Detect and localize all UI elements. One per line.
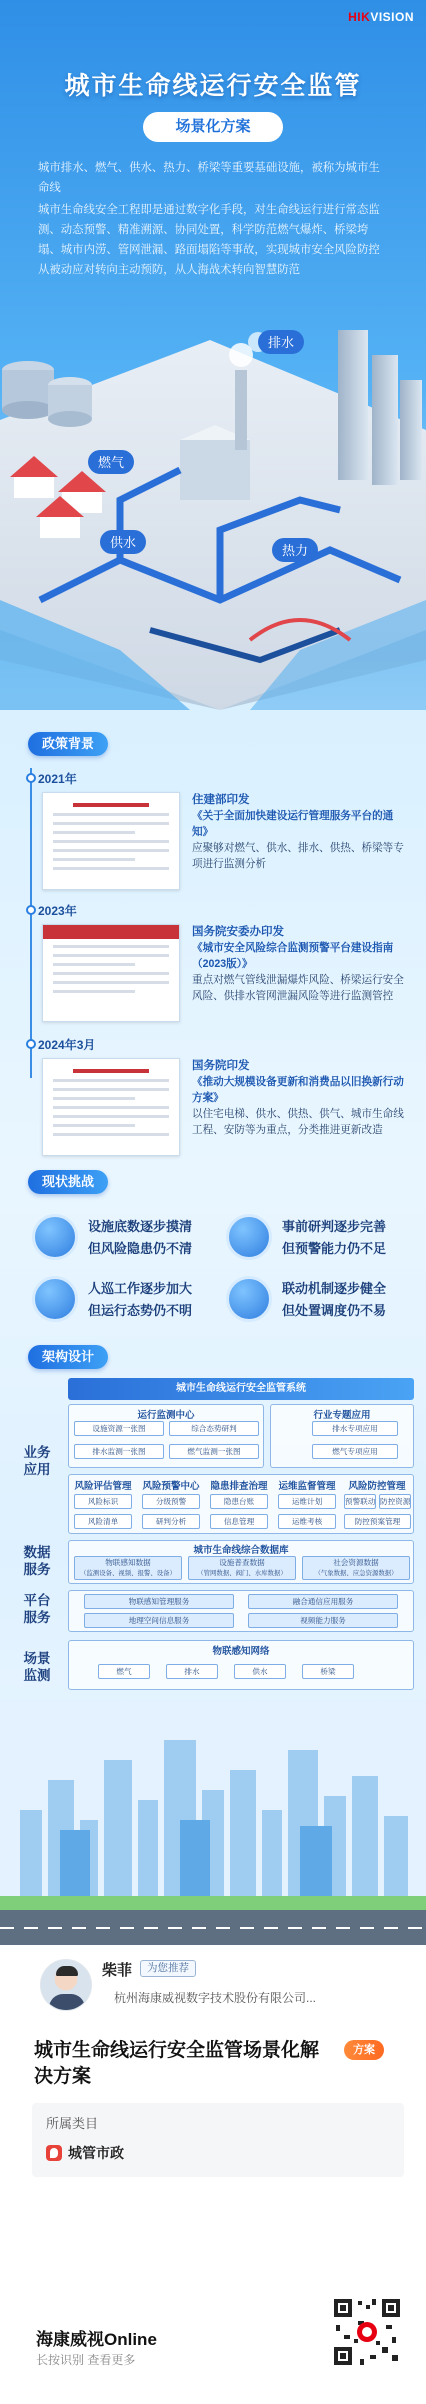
policy-desc: 应聚够对燃气、供水、排水、供热、桥梁等专项进行监测分析 (192, 842, 404, 870)
challenge-item (226, 1210, 401, 1266)
policy-document-thumbnail (42, 1058, 180, 1156)
category-name: 城管市政 (68, 2145, 124, 2161)
patrol-person-icon (32, 1276, 78, 1322)
policy-year: 2023年 (38, 904, 77, 918)
timeline-dot (26, 1039, 36, 1049)
challenge-line: 但处置调度仍不易 (282, 1303, 387, 1318)
label-drainage (258, 330, 304, 354)
ops-chip: 设施资源一张图 (74, 1421, 164, 1436)
module-chip: 风险清单 (74, 1514, 132, 1529)
platform-chip: 地理空间信息服务 (84, 1613, 234, 1628)
ops-chip: 排水监测一张图 (74, 1444, 164, 1459)
magnifier-icon (32, 1214, 78, 1260)
module-chip: 信息管理 (210, 1514, 268, 1529)
monitor-chip: 桥梁 (302, 1664, 354, 1679)
challenge-item (226, 1272, 401, 1328)
author-info (40, 1953, 410, 2023)
module-chip: 防控资源 (379, 1494, 411, 1509)
data-chip-sub: （气象数据、应急资源数据） (314, 1570, 398, 1577)
monitor-chip: 燃气 (98, 1664, 150, 1679)
challenge-item (32, 1210, 207, 1266)
policy-desc: 重点对燃气管线泄漏爆炸风险、桥梁运行安全风险、供排水管网泄漏风险等进行监测管控 (192, 974, 404, 1002)
policy-title: 《推动大规模设备更新和消费品以旧换新行动方案》 (192, 1076, 404, 1104)
recommend-tag: 为您推荐 (140, 1960, 196, 1977)
policy-item (24, 902, 404, 1032)
module-title: 运维监督管理 (278, 1481, 336, 1492)
city-management-icon (46, 2145, 62, 2161)
architecture-diagram (12, 1378, 416, 1698)
section-architecture: 架构设计 (28, 1345, 108, 1369)
layer-label-data: 数据 服务 (23, 1545, 51, 1577)
policy-desc: 以住宅电梯、供水、供热、供气、城市生命线工程、安防等为重点，分类推进更新改造 (192, 1108, 404, 1136)
label-gas (88, 450, 134, 474)
label-drainage-text: 排水 (267, 335, 295, 350)
challenge-line: 但运行态势仍不明 (88, 1303, 193, 1318)
share-card (0, 1945, 426, 2404)
alarm-icon (226, 1214, 272, 1260)
label-water (100, 530, 146, 554)
infrastructure-scene (0, 300, 426, 710)
ops-center-title: 运行监测中心 (137, 1410, 195, 1421)
data-chip (188, 1556, 296, 1580)
intro-paragraph: 城市排水、燃气、供水、热力、桥梁等重要基础设施，被称为城市生命线 (38, 162, 380, 194)
data-chip-name: 社会资源数据 (333, 1558, 379, 1567)
timeline-dot (26, 773, 36, 783)
module-chip: 研判分析 (142, 1514, 200, 1529)
author-avatar (40, 1959, 92, 2011)
layer-label-business: 业务 应用 (23, 1445, 51, 1477)
layer-label-monitor: 场景 监测 (23, 1651, 51, 1683)
policy-document-thumbnail (42, 792, 180, 890)
policy-document-thumbnail (42, 924, 180, 1022)
module-title: 风险评估管理 (74, 1481, 132, 1492)
data-chip (74, 1556, 182, 1580)
data-chip-name: 设施普查数据 (219, 1558, 265, 1567)
policy-year: 2021年 (38, 772, 77, 786)
platform-chip: 融合通信应用服务 (248, 1594, 398, 1609)
module-chip: 预警联动 (344, 1494, 376, 1509)
green-belt (0, 1896, 426, 1910)
label-heat-text: 热力 (281, 543, 309, 558)
timeline-dot (26, 905, 36, 915)
industry-chip: 排水专项应用 (312, 1421, 398, 1436)
tank (2, 401, 54, 419)
module-chip: 运维计划 (278, 1494, 336, 1509)
document-title: 城市生命线运行安全监管场景化解决方案 (34, 2040, 320, 2087)
challenge-line: 人巡工作逐步加大 (88, 1281, 193, 1296)
platform-chip: 视频能力服务 (248, 1613, 398, 1628)
category-value[interactable] (46, 2143, 124, 2163)
type-badge: 方案 (344, 2040, 384, 2060)
hero-subtitle: 场景化方案 (143, 112, 283, 142)
module-chip: 防控预案管理 (344, 1514, 411, 1529)
intro-text (38, 158, 388, 282)
monitor-title: 物联感知网络 (212, 1646, 270, 1657)
policy-issuer: 国务院安委办印发 (192, 926, 284, 938)
policy-issuer: 国务院印发 (192, 1060, 250, 1072)
data-chip (302, 1556, 410, 1580)
section-policy: 政策背景 (28, 732, 108, 756)
challenge-line: 事前研判逐步完善 (282, 1219, 387, 1234)
system-title: 城市生命线运行安全监管系统 (68, 1378, 414, 1400)
data-chip-name: 物联感知数据 (105, 1558, 151, 1567)
module-chip: 隐患台账 (210, 1494, 268, 1509)
label-heat (272, 538, 318, 562)
section-challenges: 现状挑战 (28, 1170, 108, 1194)
policy-title: 《关于全面加快建设运行管理服务平台的通知》 (192, 810, 394, 838)
platform-chip: 物联感知管理服务 (84, 1594, 234, 1609)
module-title: 风险预警中心 (142, 1481, 200, 1492)
author-company: 杭州海康威视数字技术股份有限公司... (114, 1991, 317, 2005)
policy-info (192, 1058, 404, 1138)
author-name: 柴菲 (102, 1962, 133, 1979)
qr-code[interactable] (330, 2295, 404, 2369)
policy-issuer: 住建部印发 (192, 794, 250, 806)
policy-item (24, 1036, 404, 1166)
footer-hint: 长按识别 查看更多 (36, 2353, 136, 2367)
ops-chip: 综合态势研判 (169, 1421, 259, 1436)
category-label: 所属类目 (46, 2116, 99, 2131)
challenge-line: 联动机制逐步健全 (282, 1281, 387, 1296)
data-chip-sub: （监测设备、视频、报警、设备） (80, 1570, 176, 1577)
challenge-line: 设施底数逐步摸清 (88, 1219, 193, 1234)
policy-item (24, 770, 404, 900)
data-title: 城市生命线综合数据库 (193, 1545, 289, 1556)
challenge-line: 但预警能力仍不足 (282, 1241, 387, 1256)
challenge-line: 但风险隐患仍不清 (88, 1241, 193, 1256)
monitor-chip: 供水 (234, 1664, 286, 1679)
module-title: 风险防控管理 (348, 1481, 406, 1492)
brand-logo: HIKVISION (348, 10, 414, 24)
footer-brand: 海康威视Online (36, 2330, 157, 2349)
label-gas-text: 燃气 (97, 455, 125, 470)
hero-title: 城市生命线运行安全监管 (64, 72, 362, 100)
label-water-text: 供水 (109, 535, 137, 550)
challenge-item (32, 1272, 207, 1328)
network-linkage-icon (226, 1276, 272, 1322)
data-chip-sub: （管网数据、阀门、水库数据） (197, 1570, 287, 1577)
intro-paragraph: 城市生命线安全工程即是通过数字化手段，对生命线运行进行常态监测、动态预警、精准溯源、协同处置，科学防范燃气爆炸、桥梁垮塌、城市内涝、管网泄漏、路面塌陷等事故，实现城市安全风险防控从被动应对转向主动预防，从人海战术转向智慧防范 (38, 204, 380, 276)
industry-chip: 燃气专项应用 (312, 1444, 398, 1459)
monitor-chip: 排水 (166, 1664, 218, 1679)
policy-title: 《城市安全风险综合监测预警平台建设指南（2023版）》 (192, 942, 394, 970)
towers (338, 330, 422, 485)
policy-year: 2024年3月 (38, 1038, 96, 1052)
city-skyline-illustration (0, 1700, 426, 1945)
category-box[interactable] (32, 2103, 404, 2177)
industry-title: 行业专题应用 (313, 1410, 371, 1421)
tank (48, 411, 92, 427)
policy-info (192, 924, 404, 1004)
module-chip: 风险标识 (74, 1494, 132, 1509)
module-title: 隐患排查治理 (210, 1481, 268, 1492)
module-chip: 运维考核 (278, 1514, 336, 1529)
ops-chip: 燃气监测一张图 (169, 1444, 259, 1459)
policy-info (192, 792, 404, 872)
module-chip: 分级预警 (142, 1494, 200, 1509)
layer-label-platform: 平台 服务 (23, 1593, 51, 1625)
